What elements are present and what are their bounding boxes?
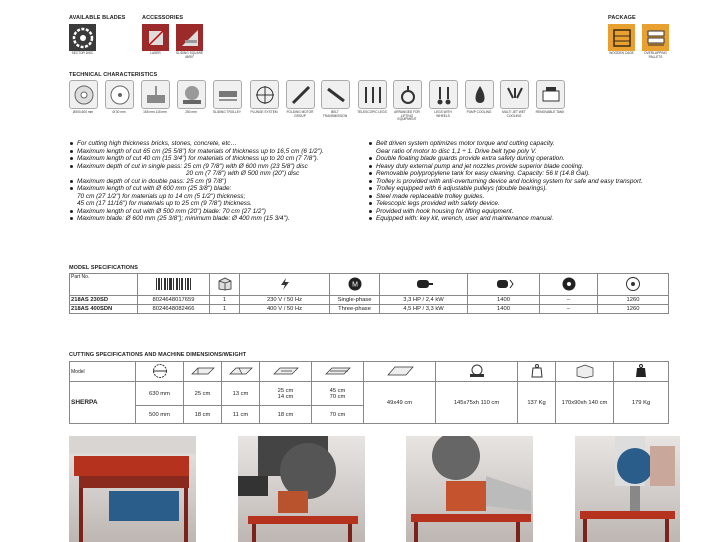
wooden-cage-icon bbox=[608, 24, 635, 51]
pump-icon bbox=[465, 80, 494, 109]
power-cell: 400 V / 50 Hz bbox=[240, 305, 330, 314]
package-title: PACKAGE bbox=[608, 15, 636, 21]
table-size-icon bbox=[364, 362, 436, 382]
feature-item: Trolley equipped with 6 adjustable pulleys (double bearings). bbox=[368, 185, 668, 193]
part-cell: 218AS 230SD bbox=[70, 296, 138, 305]
length-max-value: 45 cm bbox=[329, 387, 346, 394]
technical-label: BELT TRANSMISSION bbox=[322, 110, 348, 118]
cut-length-max-icon bbox=[312, 362, 364, 382]
depth-cell: 25 cm bbox=[184, 382, 222, 406]
cut-depth-45-icon bbox=[222, 362, 260, 382]
feature-item: Maximum length of cut with Ø 600 mm (25 3/8") blade: bbox=[69, 185, 384, 193]
sliding-square-icon bbox=[176, 24, 203, 51]
ean-cell: 8024648082466 bbox=[138, 305, 210, 314]
package-dims-cell: 170x90xh 140 cm bbox=[556, 382, 614, 424]
cut-depth-icon bbox=[141, 80, 170, 109]
disc-cell: 630 mm bbox=[136, 382, 184, 406]
disc-cell: 1260 bbox=[598, 296, 669, 305]
depth45-cell: 11 cm bbox=[222, 406, 260, 424]
cut-height-icon bbox=[177, 80, 206, 109]
technical-label: MULTI JET WET COOLING bbox=[502, 110, 526, 118]
technical-label: LEGS WITH WHEELS bbox=[434, 110, 452, 118]
phase-cell: Single-phase bbox=[330, 296, 380, 305]
saw-photo-4 bbox=[575, 436, 680, 542]
wheels-icon bbox=[429, 80, 458, 109]
motor-phase-icon bbox=[330, 274, 380, 296]
sector-disc-label: SECTOR DISC bbox=[71, 51, 94, 55]
feature-item: Maximum length of cut 40 cm (15 3/4") for materials of thickness up to 20 cm (7 7/8"). bbox=[69, 155, 384, 163]
feature-item: 45 cm (17 11/16") for materials up to 25 cm (9 7/8") thickness. bbox=[77, 200, 252, 207]
table-size-cell: 49x49 cm bbox=[364, 382, 436, 424]
feature-item: Belt driven system optimizes motor torque and cutting capacity. bbox=[368, 140, 668, 148]
saw-photo-2 bbox=[238, 436, 365, 542]
rpm-cell: 1400 bbox=[468, 296, 540, 305]
svg-text:M: M bbox=[351, 281, 358, 288]
qty-cell: 1 bbox=[210, 296, 240, 305]
part-cell: 218AS 400SDN bbox=[70, 305, 138, 314]
feature-item: 70 cm (27 1/2") for materials up to 14 cm (5 1/2") thickness; bbox=[77, 192, 246, 200]
feature-item: 20 cm (7 7/8") with Ø 500 mm (20") disc bbox=[186, 170, 300, 177]
accessories-title: ACCESSORIES bbox=[142, 15, 184, 21]
feature-item: Provided with hook housing for lifting equipment. bbox=[368, 208, 668, 216]
cut-length-icon bbox=[260, 362, 312, 382]
feature-item: Maximum length of cut 65 cm (25 5/8") for materials of thickness up to 16,5 cm (6 1/2"). bbox=[69, 148, 384, 156]
ean-cell: 8024648017659 bbox=[138, 296, 210, 305]
feature-item: Maximum blade: Ø 600 mm (25 3/8"); minimum blade: Ø 400 mm (15 3/4"). bbox=[69, 215, 384, 223]
wooden-cage-label: WOODEN CAGE bbox=[609, 51, 634, 55]
rpm-cell: 1400 bbox=[468, 305, 540, 314]
feature-item: Trolley is provided with anti-overturning device and locking system for safe and easy transport. bbox=[368, 178, 668, 186]
technical-label: FOLDING MOTOR GROUP bbox=[286, 110, 314, 118]
depth-cell: 18 cm bbox=[184, 406, 222, 424]
belt-icon bbox=[321, 80, 350, 109]
feature-item: Double floating blade guards provide extra safety during operation. bbox=[368, 155, 668, 163]
technical-label: TELESCOPIC LEGS bbox=[357, 110, 387, 114]
trolley-icon bbox=[213, 80, 242, 109]
disc-diameter-icon bbox=[136, 362, 184, 382]
length-max-cell: 70 cm bbox=[312, 406, 364, 424]
box-icon bbox=[210, 274, 240, 296]
motor-cell: 4,5 HP / 3,3 kW bbox=[380, 305, 468, 314]
length-value: 25 cm bbox=[277, 387, 294, 394]
overlapping-pallets-label: OVERLAPPING PALLETS bbox=[644, 51, 667, 59]
feature-item: Maximum depth of cut in double pass: 25 cm (9 7/8") bbox=[69, 178, 384, 186]
model-specs-table bbox=[69, 273, 669, 314]
technical-label: REMOVABLE TANK bbox=[535, 110, 565, 114]
technical-label: Ø300-600 mm bbox=[72, 110, 94, 114]
rpm-icon bbox=[468, 274, 540, 296]
phase-cell: Three-phase bbox=[330, 305, 380, 314]
feature-item: Maximum depth of cut in single pass: 25 cm (9 7/8") with Ø 600 mm (23 5/8") disc bbox=[69, 163, 384, 171]
disc-icon bbox=[540, 274, 598, 296]
package-weight-cell: 179 Kg bbox=[614, 382, 669, 424]
barcode-icon bbox=[138, 274, 210, 296]
feature-item: Removable polypropylene tank for easy cleaning. Capacity: 56 lt (14.8 Gal). bbox=[368, 170, 668, 178]
saw-photo-1 bbox=[69, 436, 196, 542]
tank-icon bbox=[536, 80, 565, 109]
motor-power-icon bbox=[380, 274, 468, 296]
features-left-list bbox=[69, 140, 384, 223]
folding-motor-icon bbox=[286, 80, 315, 109]
table-row bbox=[70, 305, 669, 314]
cutting-title: CUTTING SPECIFICATIONS AND MACHINE DIMENSIONS/WEIGHT bbox=[69, 352, 247, 358]
disc-cell: 500 mm bbox=[136, 406, 184, 424]
depth45-cell: 13 cm bbox=[222, 382, 260, 406]
length-max-value-b: 70 cm bbox=[329, 393, 346, 400]
sector-disc-icon bbox=[69, 24, 96, 51]
bore-icon bbox=[105, 80, 134, 109]
qty-cell: 1 bbox=[210, 305, 240, 314]
technical-title: TECHNICAL CHARACTERISTICS bbox=[69, 72, 158, 78]
feature-item: Equipped with: key kit, wrench, user and maintenance manual. bbox=[368, 215, 668, 223]
feature-item: For cutting high thickness bricks, stones, concrete, etc… bbox=[69, 140, 384, 148]
feature-item: Steel made replaceable trolley guides. bbox=[368, 193, 668, 201]
package-weight-icon bbox=[614, 362, 669, 382]
weight-icon bbox=[518, 362, 556, 382]
features-right-list bbox=[368, 140, 668, 223]
length-value-b: 14 cm bbox=[277, 393, 294, 400]
power-cell: 230 V / 50 Hz bbox=[240, 296, 330, 305]
blade-icon bbox=[598, 274, 669, 296]
machine-dims-cell: 145x75xh 110 cm bbox=[436, 382, 518, 424]
feature-item: Gear ratio of motor to disc 1,1 ÷ 1. Drive belt type poly V. bbox=[376, 147, 537, 155]
length-cell: 18 cm bbox=[260, 406, 312, 424]
blade-size-icon bbox=[69, 80, 98, 109]
machine-dims-icon bbox=[436, 362, 518, 382]
dash-cell: – bbox=[540, 305, 598, 314]
technical-label: PLUNGE SYSTEM bbox=[250, 110, 278, 114]
cut-depth-icon bbox=[184, 362, 222, 382]
technical-label: SLIDING TROLLEY bbox=[212, 110, 242, 114]
motor-cell: 3,3 HP / 2,4 kW bbox=[380, 296, 468, 305]
technical-label: ARRANGED FOR LIFTING EQUIPMENT bbox=[394, 110, 420, 122]
length-cell bbox=[260, 382, 312, 406]
legs-icon bbox=[358, 80, 387, 109]
power-icon bbox=[240, 274, 330, 296]
package-dims-icon bbox=[556, 362, 614, 382]
weight-cell: 137 Kg bbox=[518, 382, 556, 424]
sliding-square-label: SLIDING SQUARE 45/90° bbox=[175, 51, 204, 59]
length-max-cell bbox=[312, 382, 364, 406]
lifting-icon bbox=[393, 80, 422, 109]
part-no-header: Part No. bbox=[70, 274, 138, 296]
technical-label: 250 mm bbox=[185, 110, 197, 114]
jet-icon bbox=[500, 80, 529, 109]
model-specs-title: MODEL SPECIFICATIONS bbox=[69, 265, 139, 271]
plunge-icon bbox=[250, 80, 279, 109]
technical-label: 165 mm 115 mm bbox=[143, 110, 167, 114]
technical-label: Ø 30 mm bbox=[112, 110, 126, 114]
table-row bbox=[70, 382, 669, 406]
available-blades-title: AVAILABLE BLADES bbox=[69, 15, 126, 21]
model-cell: SHERPA bbox=[70, 382, 136, 424]
cutting-table bbox=[69, 361, 669, 424]
overlapping-pallets-icon bbox=[642, 24, 669, 51]
feature-item: Telescopic legs provided with safety device. bbox=[368, 200, 668, 208]
model-header: Model bbox=[70, 362, 136, 382]
feature-item: Heavy duty external pump and jet nozzles provide superior blade cooling. bbox=[368, 163, 668, 171]
disc-cell: 1260 bbox=[598, 305, 669, 314]
laser-icon bbox=[142, 24, 169, 51]
table-row bbox=[70, 296, 669, 305]
laser-label: LASER bbox=[150, 51, 161, 55]
dash-cell: – bbox=[540, 296, 598, 305]
saw-photo-3 bbox=[406, 436, 533, 542]
technical-label: PUMP COOLING bbox=[466, 110, 492, 114]
feature-item: Maximum length of cut with Ø 500 mm (20") blade: 70 cm (27 1/2") bbox=[69, 208, 384, 216]
